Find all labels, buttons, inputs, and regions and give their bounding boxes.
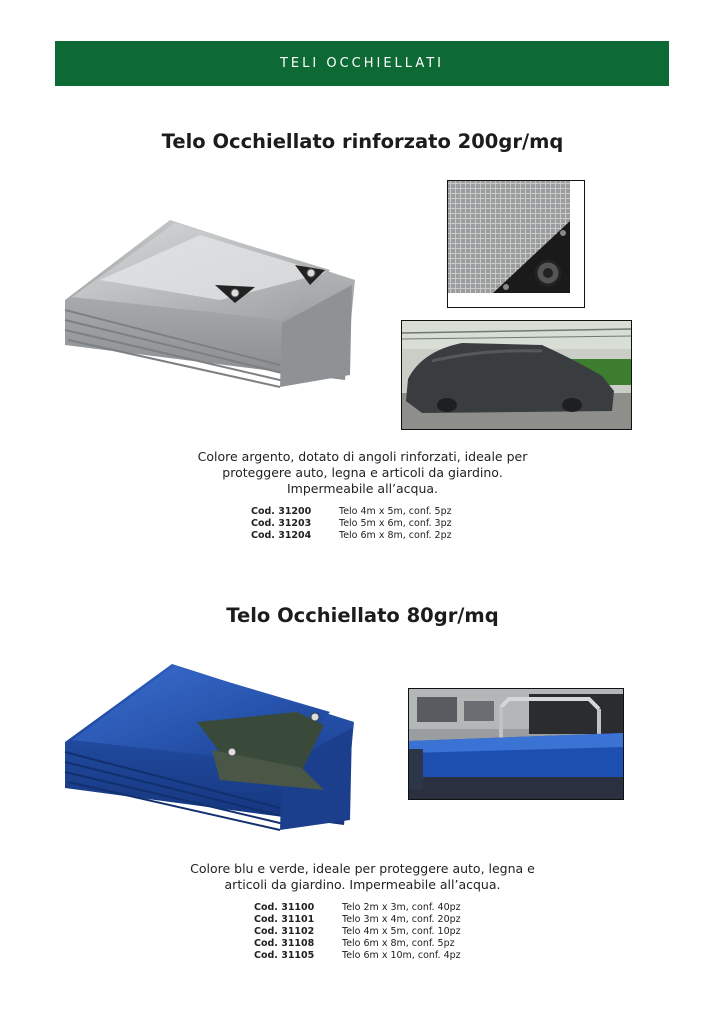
product-code: Cod. 31102 (254, 926, 315, 937)
code-row (254, 926, 461, 938)
product-code: Cod. 31108 (254, 938, 315, 949)
code-row (254, 950, 461, 962)
product-description (150, 861, 575, 893)
reinforced-corner-photo (447, 180, 585, 308)
description-line: Colore argento, dotato di angoli rinforzati, ideale per (197, 449, 528, 464)
description-line: Impermeabile all’acqua. (286, 481, 439, 496)
product-code-list (251, 506, 452, 542)
product-code: Cod. 31105 (254, 950, 315, 961)
code-row (254, 938, 461, 950)
header-title: TELI OCCHIELLATI (279, 56, 445, 71)
code-row (251, 518, 452, 530)
product-code-list (254, 902, 461, 962)
code-row (251, 530, 452, 542)
product-code: Cod. 31100 (254, 902, 315, 913)
code-row (254, 914, 461, 926)
product-code: Cod. 31101 (254, 914, 315, 925)
silver-tarp-image (60, 215, 360, 390)
product-variant: Telo 3m x 4m, conf. 20pz (342, 914, 461, 925)
description-line: Colore blu e verde, ideale per proteggere auto, legna e (190, 861, 535, 876)
product-code: Cod. 31200 (251, 506, 312, 517)
product-description (150, 449, 575, 497)
product-variant: Telo 4m x 5m, conf. 5pz (339, 506, 452, 517)
product-variant: Telo 2m x 3m, conf. 40pz (342, 902, 461, 913)
product-variant: Telo 6m x 8m, conf. 2pz (339, 530, 452, 541)
description-line: proteggere auto, legna e articoli da giardino. (222, 465, 503, 480)
product-code: Cod. 31204 (251, 530, 312, 541)
product-code: Cod. 31203 (251, 518, 312, 529)
code-row (251, 506, 452, 518)
pickup-truck-photo (408, 688, 624, 800)
product-title: Telo Occhiellato rinforzato 200gr/mq (161, 130, 564, 153)
code-row (254, 902, 461, 914)
blue-tarp-image (62, 660, 360, 832)
product-title: Telo Occhiellato 80gr/mq (226, 604, 499, 627)
product-variant: Telo 4m x 5m, conf. 10pz (342, 926, 461, 937)
product-variant: Telo 5m x 6m, conf. 3pz (339, 518, 452, 529)
product-variant: Telo 6m x 10m, conf. 4pz (342, 950, 461, 961)
product-variant: Telo 6m x 8m, conf. 5pz (342, 938, 455, 949)
description-line: articoli da giardino. Impermeabile all’acqua. (224, 877, 501, 892)
header-banner (55, 41, 669, 86)
covered-car-photo (401, 320, 632, 430)
